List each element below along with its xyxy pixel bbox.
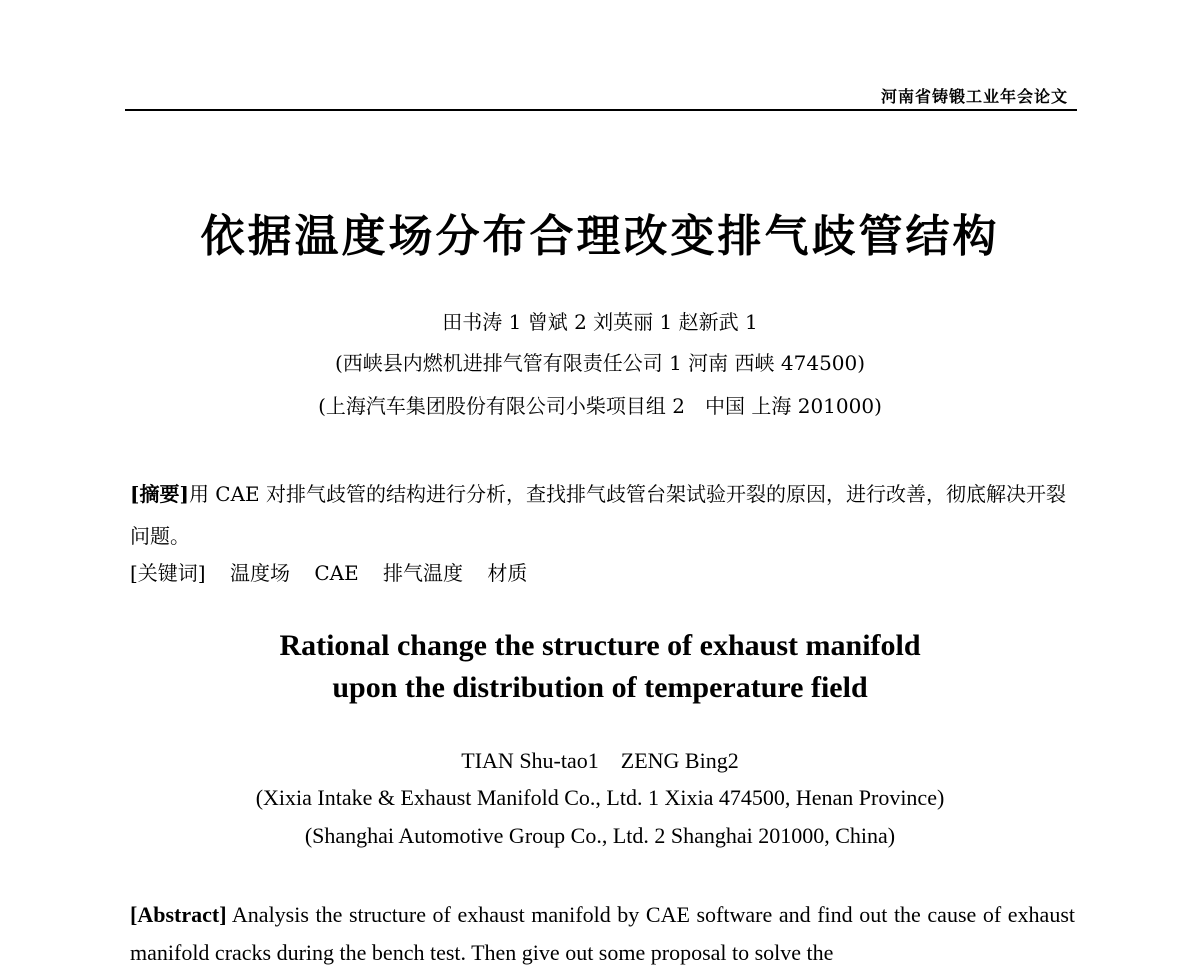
- chinese-authors: 田书涛 1 曾斌 2 刘英丽 1 赵新武 1: [442, 310, 758, 334]
- english-title: [0, 625, 1200, 709]
- english-affiliation-2: (Shanghai Automotive Group Co., Ltd. 2 Shanghai 201000, China): [304, 823, 896, 848]
- chinese-abstract: [130, 473, 1075, 557]
- english-title-line-1: Rational change the structure of exhaust manifold: [279, 629, 921, 662]
- keyword: 温度场: [229, 561, 290, 585]
- chinese-affiliation-1: (西峡县内燃机进排气管有限责任公司 1 河南 西峡 474500): [334, 351, 866, 375]
- english-abstract-text: Analysis the structure of exhaust manifold by CAE software and find out the cause of exhaust manifold cracks during the bench test. Then give out some proposal to solve the: [130, 902, 1075, 965]
- chinese-keywords: [130, 557, 1075, 586]
- chinese-abstract-label: [摘要]: [130, 482, 189, 506]
- keyword: CAE: [314, 561, 359, 585]
- running-header: 河南省铸锻工业年会论文: [880, 87, 1068, 106]
- chinese-title: 依据温度场分布合理改变排气歧管结构: [200, 211, 1000, 262]
- english-author-2: ZENG Bing2: [620, 748, 739, 773]
- english-title-line-2: upon the distribution of temperature field: [332, 671, 868, 704]
- chinese-abstract-text: 用 CAE 对排气歧管的结构进行分析，查找排气歧管台架试验开裂的原因，进行改善，彻底解决开裂问题。: [130, 482, 1066, 548]
- chinese-affiliation-2: (上海汽车集团股份有限公司小柴项目组 2 中国 上海 201000): [318, 394, 882, 418]
- english-affiliation-1: (Xixia Intake & Exhaust Manifold Co., Ltd. 1 Xixia 474500, Henan Province): [255, 785, 945, 810]
- keyword: 排气温度: [383, 561, 464, 585]
- keyword: 材质: [487, 561, 528, 585]
- english-abstract-label: [Abstract]: [130, 902, 227, 927]
- header-rule: [125, 109, 1077, 111]
- english-abstract: [130, 896, 1075, 972]
- english-author-1: TIAN Shu-tao1: [461, 748, 599, 773]
- chinese-keywords-label: [关键词]: [130, 561, 206, 585]
- english-authors: [0, 748, 1200, 774]
